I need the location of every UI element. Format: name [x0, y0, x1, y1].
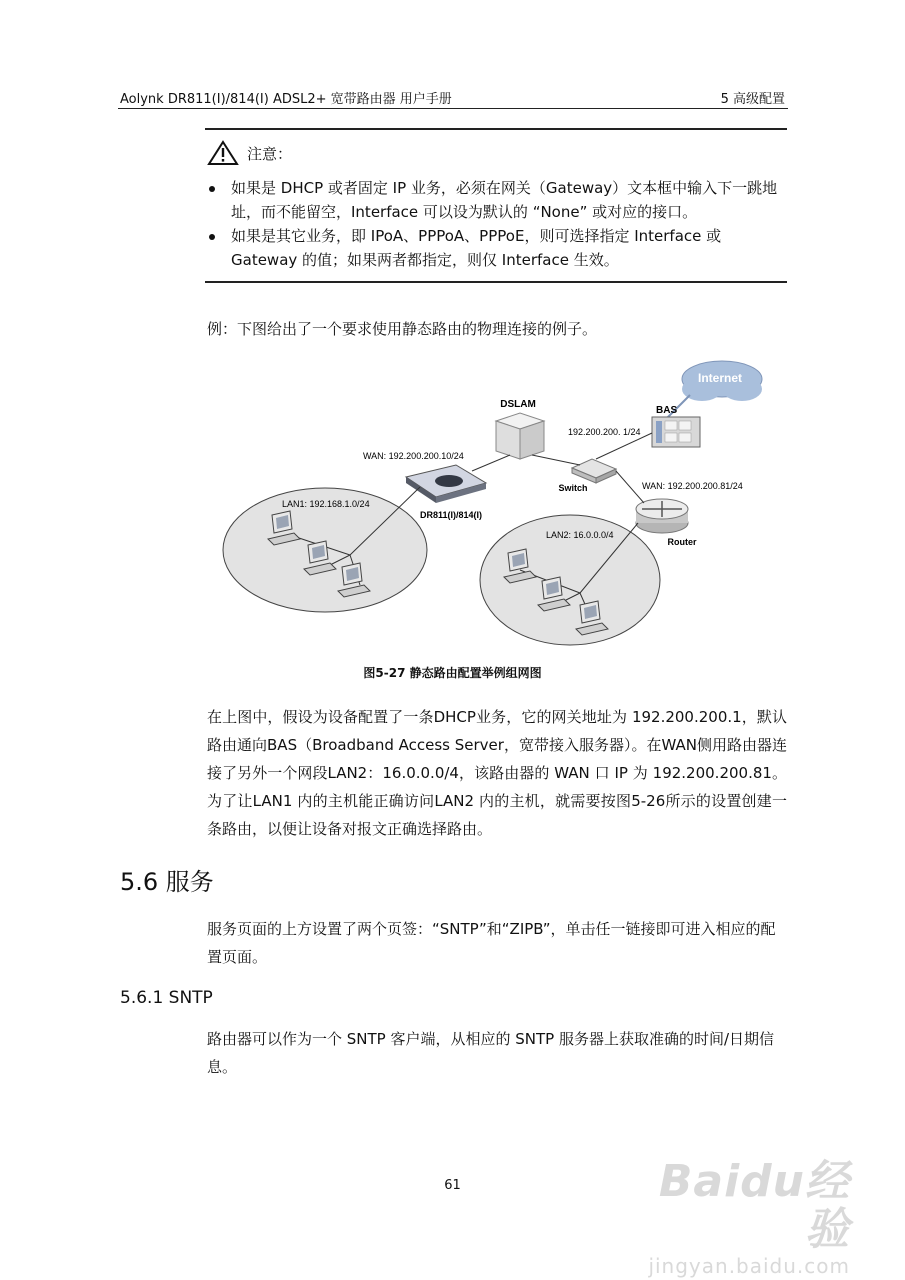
notice-top-rule	[205, 128, 787, 130]
bas-ip-label: 192.200.200. 1/24	[568, 427, 641, 437]
dslam-label: DSLAM	[500, 399, 536, 410]
notice-title: 注意：	[247, 144, 293, 163]
lan2-label: LAN2: 16.0.0.0/4	[546, 530, 614, 540]
bas-label: BAS	[656, 405, 678, 416]
header-title: Aolynk DR811(I)/814(I) ADSL2+ 宽带路由器 用户手册	[120, 92, 452, 107]
subsection-heading: 5.6.1 SNTP	[120, 988, 213, 1008]
bas-device-icon	[652, 417, 700, 447]
figure-caption: 图5-27 静态路由配置举例组网图	[363, 666, 542, 680]
wan2-label: WAN: 192.200.200.81/24	[642, 481, 743, 491]
body-paragraph: 服务页面的上方设置了两个页签：“SNTP”和“ZIPB”，单击任一链接即可进入相应的配置页面。	[207, 920, 776, 966]
body-paragraph: 路由器可以作为一个 SNTP 客户端，从相应的 SNTP 服务器上获取准确的时间/日期信息。	[207, 1030, 775, 1076]
example-text: 例：下图给出了一个要求使用静态路由的物理连接的例子。	[207, 320, 598, 338]
notice-item: 如果是 DHCP 或者固定 IP 业务，必须在网关（Gateway）文本框中输入下一跳地址，而不能留空，Interface 可以设为默认的 “None” 或对应的接口。	[207, 176, 787, 224]
header-divider	[118, 108, 788, 109]
switch-label: Switch	[558, 483, 588, 493]
section-heading: 5.6 服务	[120, 868, 214, 896]
page-number: 61	[444, 1178, 461, 1193]
header-chapter: 5 高级配置	[720, 92, 785, 107]
notice-heading	[207, 140, 292, 166]
notice-list	[207, 176, 787, 272]
dr-label: DR811(I)/814(I)	[420, 510, 483, 520]
wan1-label: WAN: 192.200.200.10/24	[363, 451, 464, 461]
body-paragraph: 在上图中，假设为设备配置了一条DHCP业务，它的网关地址为 192.200.200.1，默认路由通向BAS（Broadband Access Server，宽带接入服务器）。在WAN侧用路由器连接了另外一个网段LAN2：16.0.0.0/4，该路由器的 WAN 口 IP 为 192.200.200.81。为了让LAN1 内的主机能正确访问LAN2 内的主机，就需要按图5-26所示的设置创建一条路由，以便让设备对报文正确选择路由。	[207, 708, 787, 838]
switch-device-icon	[572, 459, 616, 483]
watermark-url: jingyan.baidu.com	[648, 1254, 850, 1278]
warning-icon	[207, 140, 239, 166]
internet-label: Internet	[697, 371, 743, 385]
router-label: Router	[667, 537, 697, 547]
network-diagram	[220, 355, 780, 655]
lan1-label: LAN1: 192.168.1.0/24	[282, 499, 370, 509]
dslam-device-icon	[496, 413, 544, 459]
watermark-brand: Baidu经验	[658, 1156, 850, 1255]
notice-item: 如果是其它业务，即 IPoA、PPPoA、PPPoE，则可选择指定 Interface 或 Gateway 的值；如果两者都指定，则仅 Interface 生效。	[207, 224, 787, 272]
watermark	[640, 1158, 850, 1278]
notice-bottom-rule	[205, 281, 787, 283]
router-device-icon	[636, 499, 688, 533]
